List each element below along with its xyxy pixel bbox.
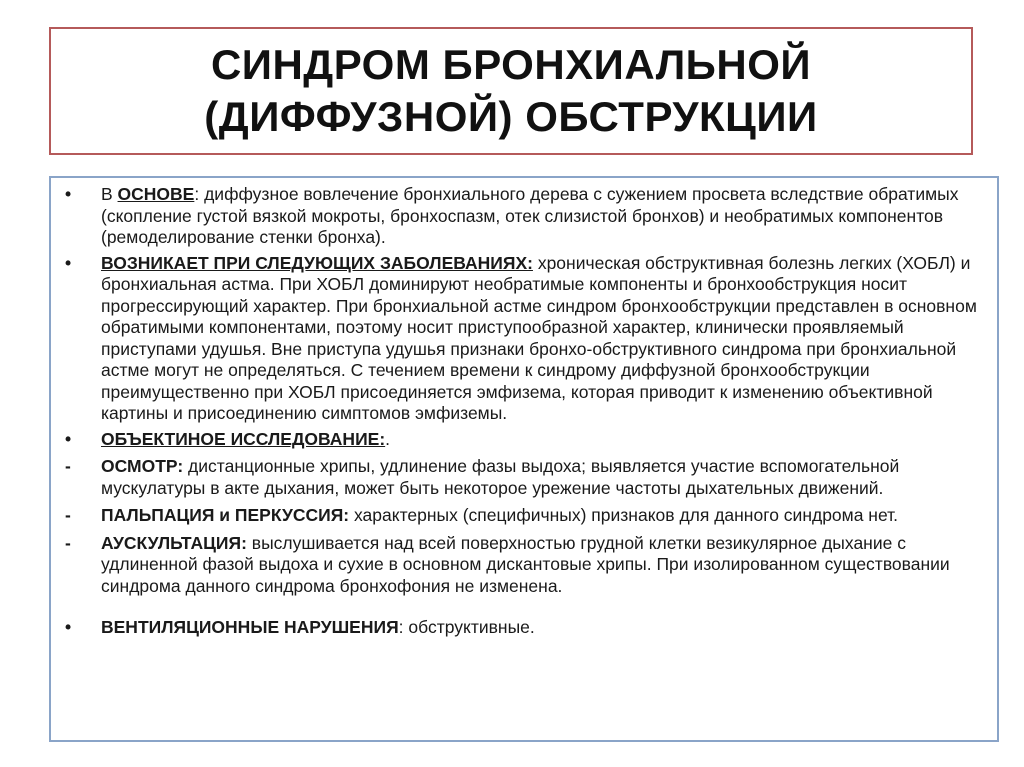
list-item-text <box>101 253 977 425</box>
item-label: ОСМОТР: <box>101 456 184 476</box>
slide-title-line-2: (ДИФФУЗНОЙ) ОБСТРУКЦИИ <box>204 93 818 140</box>
dash-marker: - <box>65 532 71 553</box>
item-label: ПАЛЬПАЦИЯ и ПЕРКУССИЯ: <box>101 505 350 525</box>
slide-title-line-1: СИНДРОМ БРОНХИАЛЬНОЙ <box>210 41 812 88</box>
item-prefix: В <box>101 184 118 204</box>
list-item-occurs <box>65 253 977 425</box>
dash-marker: - <box>65 456 71 476</box>
item-text: выслушивается над всей поверхностью грудной клетки везикулярное дыхание с удлиненной фазой выдоха и сухие в основном дискантовые хрипы. При изолированном существовании синдрома данного синдрома бронхофония не изменена. <box>101 532 950 596</box>
list-item-objective-exam <box>65 429 977 451</box>
list-item-text <box>101 429 977 451</box>
bullet-marker: • <box>65 252 72 273</box>
item-text: : обструктивные. <box>398 617 535 637</box>
list-item-ventilation <box>65 617 977 639</box>
list-item-inspection <box>65 456 977 499</box>
item-label: ВЕНТИЛЯЦИОННЫЕ НАРУШЕНИЯ <box>101 617 399 637</box>
list-item-palpation <box>65 505 977 527</box>
item-text: . <box>385 428 391 449</box>
dash-marker: - <box>65 505 71 525</box>
bullet-marker: • <box>65 617 72 637</box>
item-label: ВОЗНИКАЕТ ПРИ СЛЕДУЮЩИХ ЗАБОЛЕВАНИЯХ: <box>101 252 533 273</box>
item-text: хроническая обструктивная болезнь легких (ХОБЛ) и бронхиальная астма. При ХОБЛ доминируют необратимые компоненты и бронхообструкция носит прогрессирующий характер. При бронхиальной астме синдром бронхообструкции представлен в основном обратимыми компонентами, поэтому носит приступообразной характер, клинически проявляемый приступами удушья. Вне приступа удушья признаки бронхо-обструктивного синдрома при бронхиальной астме могут не определяться. С течением времени к синдрому диффузной бронхообструкции преимущественно при ХОБЛ присоединяется эмфизема, которая приводит к изменению объективной картины и присоединению симптомов эмфиземы. <box>101 252 977 423</box>
item-label: ОСНОВЕ <box>117 184 195 204</box>
slide-title-box <box>49 27 973 155</box>
item-text: : диффузное вовлечение бронхиального дерева с сужением просвета вследствие обратимых (скопление густой вязкой мокроты, бронхоспазм, отек слизистой бронхов) и необратимых компонентов (ремоделирование стенки бронха). <box>101 184 959 247</box>
slide-content-box <box>49 176 999 742</box>
list-item-text <box>101 505 977 527</box>
list-item-text <box>101 533 977 598</box>
item-text: характерных (специфичных) признаков для данного синдрома нет. <box>349 505 899 525</box>
list-item-basis <box>65 184 977 249</box>
bullet-marker: • <box>65 184 72 204</box>
item-label: ОБЪЕКТИНОЕ ИССЛЕДОВАНИЕ: <box>101 428 386 449</box>
list-item-text <box>101 456 977 499</box>
item-text: дистанционные хрипы, удлинение фазы выдоха; выявляется участие вспомогательной мускулатуры в акте дыхания, может быть некоторое урежение частоты дыхательных движений. <box>101 456 900 498</box>
item-label: АУСКУЛЬТАЦИЯ: <box>101 532 247 553</box>
list-item-text <box>101 617 977 639</box>
bullet-marker: • <box>65 428 72 449</box>
list-item-text <box>101 184 977 249</box>
list-item-auscultation <box>65 533 977 598</box>
